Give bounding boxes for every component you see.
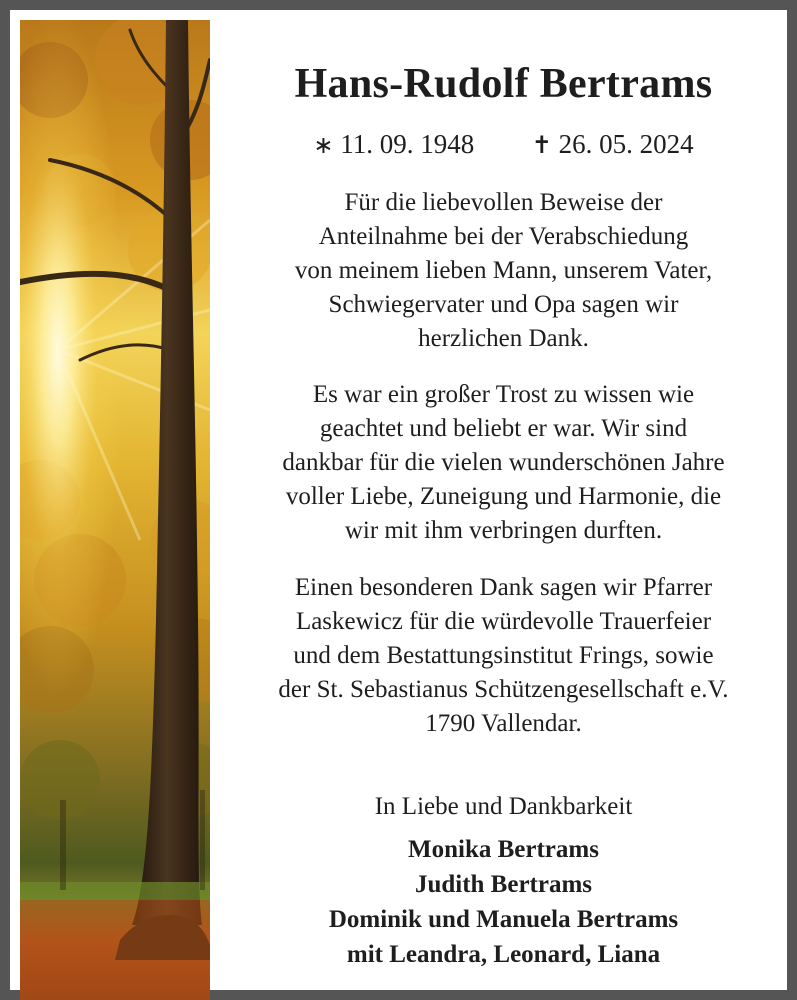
death-cross-icon: ✝	[531, 131, 552, 159]
text-line: 1790 Vallendar.	[425, 710, 582, 737]
signer-name: mit Leandra, Leonard, Liana	[346, 941, 661, 968]
special-thanks-paragraph	[220, 571, 787, 741]
signer-name: Monika Bertrams	[408, 836, 599, 863]
closing-line: In Liebe und Dankbarkeit	[374, 793, 633, 820]
life-dates	[210, 126, 797, 163]
text-line: der St. Sebastianus Schützengesellschaft e.V.	[278, 676, 729, 703]
text-line: herzlichen Dank.	[418, 325, 589, 352]
thanks-paragraph	[220, 186, 787, 356]
text-line: von meinem lieben Mann, unserem Vater,	[294, 257, 713, 284]
signer-name: Dominik und Manuela Bertrams	[328, 906, 679, 933]
autumn-tree-photo	[20, 20, 210, 1000]
text-line: Anteilnahme bei der Verabschiedung	[318, 223, 689, 250]
text-line: wir mit ihm verbringen durften.	[344, 517, 663, 544]
text-line: Für die liebevollen Beweise der	[344, 189, 663, 216]
text-line: Schwiegervater und Opa sagen wir	[328, 291, 679, 318]
text-line: Laskewicz für die würdevolle Trauerfeier	[295, 608, 712, 635]
signer-name: Judith Bertrams	[414, 871, 593, 898]
text-line: und dem Bestattungsinstitut Frings, sowie	[293, 642, 714, 669]
deceased-name: Hans-Rudolf Bertrams	[294, 61, 713, 107]
death-date: 26. 05. 2024	[558, 129, 694, 159]
text-line: Es war ein großer Trost zu wissen wie	[312, 381, 695, 408]
text-line: Einen besonderen Dank sagen wir Pfarrer	[294, 574, 713, 601]
text-line: geachtet und beliebt er war. Wir sind	[319, 415, 688, 442]
signers-list	[210, 832, 797, 972]
comfort-paragraph	[220, 378, 787, 548]
birth-date: 11. 09. 1948	[340, 129, 475, 159]
text-line: voller Liebe, Zuneigung und Harmonie, die	[285, 483, 722, 510]
notice-text	[210, 20, 797, 1000]
birth-star-icon: ∗	[313, 131, 334, 159]
text-line: dankbar für die vielen wunderschönen Jahre	[282, 449, 725, 476]
